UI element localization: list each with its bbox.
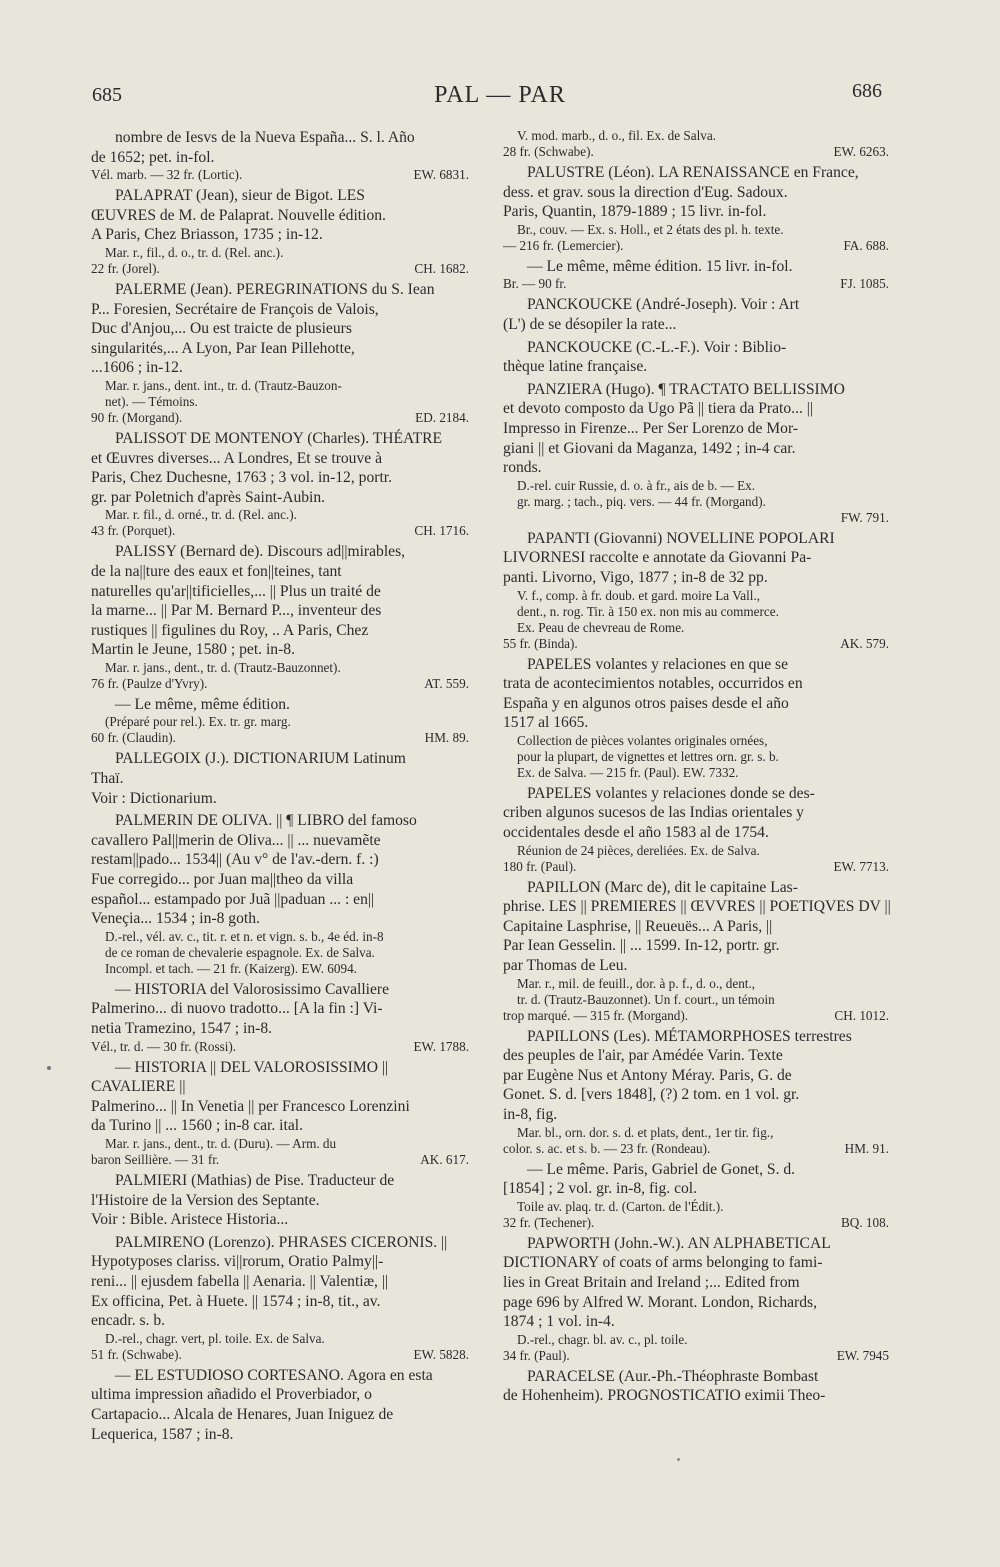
entry-text-line: Lequerica, 1587 ; in-8. bbox=[91, 1425, 234, 1443]
sale-reference: HM. 89. bbox=[424, 730, 469, 746]
entry-text-line: reni... || ejusdem fabella || Aenaria. || Valentiæ, || bbox=[91, 1272, 389, 1290]
sale-reference: HM. 91. bbox=[844, 1140, 889, 1156]
entry-text-line: — Le même. Paris, Gabriel de Gonet, S. d. bbox=[527, 1160, 796, 1178]
entry-text-line: — Le même, même édition. 15 livr. in-fol. bbox=[527, 257, 793, 275]
entry-text-line: Palmerino... di nuovo tradotto... [A la fin :] Vi- bbox=[91, 1000, 383, 1018]
entry-text-line: PALERME (Jean). PEREGRINATIONS du S. Iean bbox=[115, 280, 435, 298]
entry-price-line bbox=[503, 636, 895, 652]
entry-text-line: de Hohenheim). PROGNOSTICATIO eximii Theo- bbox=[503, 1387, 826, 1405]
catalogue-entry bbox=[91, 1366, 475, 1444]
sale-reference: FJ. 1085. bbox=[840, 276, 889, 292]
sale-price: — 216 fr. (Lemercier). bbox=[503, 237, 624, 253]
entry-price-line bbox=[503, 1215, 895, 1231]
sale-price: 90 fr. (Morgand). bbox=[91, 409, 183, 425]
entry-binding-note: Ex. Peau de chevreau de Rome. bbox=[517, 619, 685, 635]
catalogue-entry bbox=[91, 280, 475, 426]
entry-binding-note: V. mod. marb., d. o., fil. Ex. de Salva. bbox=[517, 128, 717, 143]
entry-text-line: occidentales desde el año 1583 al de 1754. bbox=[503, 824, 769, 842]
sale-reference: AK. 617. bbox=[420, 1151, 469, 1167]
entry-text-line: Voir : Dictionarium. bbox=[91, 789, 217, 807]
entry-text-line: PARACELSE (Aur.-Ph.-Théophraste Bombast bbox=[527, 1367, 819, 1385]
entry-text-line: des peuples de l'air, par Amédée Varin. Texte bbox=[503, 1047, 783, 1065]
catalogue-entry bbox=[91, 1058, 475, 1168]
catalogue-entry bbox=[503, 529, 895, 652]
right-column bbox=[503, 128, 895, 1409]
entry-text-line: Palmerino... || In Venetia || per Francesco Lorenzini bbox=[91, 1097, 410, 1115]
entry-text-line: — HISTORIA || DEL VALOROSISSIMO || CAVALIERE || bbox=[91, 1058, 389, 1096]
entry-binding-note: Br., couv. — Ex. s. Holl., et 2 états des pl. h. texte. bbox=[517, 221, 784, 237]
entry-text-line: gr. par Poletnich d'après Saint-Aubin. bbox=[91, 488, 326, 506]
catalogue-entry bbox=[91, 1171, 475, 1230]
sale-price: 51 fr. (Schwabe). bbox=[91, 1346, 182, 1362]
entry-text-line: da Turino || ... 1560 ; in-8 car. ital. bbox=[91, 1117, 303, 1135]
entry-text-line: PAPELES volantes y relaciones donde se des- bbox=[527, 784, 815, 802]
entry-text-line: de la na||ture des eaux et fon||teines, tant bbox=[91, 562, 342, 580]
entry-binding-note: Mar. r. jans., dent. int., tr. d. (Trautz-Bauzon- bbox=[105, 377, 342, 393]
entry-text-line: ultima impression añadido el Proverbiador, o bbox=[91, 1386, 372, 1404]
sale-price: Vél., tr. d. — 30 fr. (Rossi). bbox=[91, 1038, 237, 1054]
catalogue-entry bbox=[503, 878, 895, 1024]
entry-binding-note: Mar. bl., orn. dor. s. d. et plats, dent., 1er tir. fig., bbox=[517, 1124, 774, 1140]
entry-text-line: trata de acontecimientos notables, occurridos en bbox=[503, 675, 803, 693]
entry-text-line: [1854] ; 2 vol. gr. in-8, fig. col. bbox=[503, 1180, 698, 1198]
entry-text-line: Hypotyposes clariss. vi||rorum, Oratio Palmy||- bbox=[91, 1253, 384, 1271]
entry-text-line: PAPWORTH (John.-W.). AN ALPHABETICAL bbox=[527, 1234, 831, 1252]
entry-price-line bbox=[91, 1039, 475, 1055]
sale-price: trop marqué. — 315 fr. (Morgand). bbox=[503, 1007, 689, 1023]
entry-binding-note: D.-rel., chagr. bl. av. c., pl. toile. bbox=[517, 1331, 688, 1347]
entry-text-line: 1517 al 1665. bbox=[503, 714, 589, 732]
sale-reference: CH. 1012. bbox=[834, 1007, 889, 1023]
entry-text-line: PANCKOUCKE (André-Joseph). Voir : Art bbox=[527, 296, 800, 314]
entry-text-line: in-8, fig. bbox=[503, 1106, 558, 1123]
entry-binding-note: Mar. r., mil. de feuill., dor. à p. f., d. o., dent., bbox=[517, 975, 756, 991]
entry-price-line bbox=[503, 859, 895, 875]
entry-text-line: panti. Livorno, Vigo, 1877 ; in-8 de 32 pp. bbox=[503, 568, 768, 586]
running-title: PAL — PAR bbox=[434, 82, 566, 108]
entry-text-line: thèque latine française. bbox=[503, 358, 648, 376]
entry-text-line: ...1606 ; in-12. bbox=[91, 359, 183, 377]
entry-price-line bbox=[503, 276, 895, 292]
stray-dot bbox=[677, 1458, 680, 1461]
catalogue-entry bbox=[503, 1027, 895, 1157]
entry-text-line: español... estampado por Juã ||paduan ... : en|| bbox=[91, 890, 375, 908]
sale-price: 28 fr. (Schwabe). bbox=[503, 144, 594, 159]
entry-text-line: dess. et grav. sous la direction d'Eug. Sadoux. bbox=[503, 183, 788, 201]
sale-reference: CH. 1716. bbox=[414, 523, 469, 539]
entry-binding-note: Mar. r. fil., d. orné., tr. d. (Rel. anc.). bbox=[105, 507, 297, 523]
entry-text-line: naturelles qu'ar||tificielles,... || Plus un traité de bbox=[91, 582, 381, 600]
sale-price: 76 fr. (Paulze d'Yvry). bbox=[91, 675, 208, 691]
entry-text-line: PAPILLON (Marc de), dit le capitaine Las- bbox=[527, 878, 798, 896]
entry-text-line: Fue corregido... por Juan ma||theo da villa bbox=[91, 871, 354, 889]
sale-reference: EW. 6263. bbox=[833, 144, 889, 159]
entry-text-line: — Le même, même édition. bbox=[115, 695, 290, 713]
entry-text-line: — HISTORIA del Valorosissimo Cavalliere bbox=[115, 980, 390, 998]
entry-text-line: par Eugène Nus et Antony Méray. Paris, G. de bbox=[503, 1066, 792, 1084]
entry-price-line bbox=[91, 523, 475, 539]
catalogue-entry bbox=[91, 128, 475, 183]
entry-binding-note: de ce roman de chevalerie espagnole. Ex. de Salva. bbox=[105, 944, 375, 960]
entry-binding-note: Toile av. plaq. tr. d. (Carton. de l'Édit.). bbox=[517, 1198, 724, 1214]
sale-price: baron Seillière. — 31 fr. bbox=[91, 1151, 220, 1167]
entry-text-line: — EL ESTUDIOSO CORTESANO. Agora en esta bbox=[115, 1366, 433, 1384]
sale-price: 32 fr. (Techener). bbox=[503, 1214, 595, 1230]
sale-price: 34 fr. (Paul). bbox=[503, 1347, 570, 1363]
entry-text-line: par Thomas de Leu. bbox=[503, 957, 628, 975]
sale-reference: FW. 791. bbox=[840, 509, 889, 525]
entry-price-line bbox=[91, 1152, 475, 1168]
catalogue-entry bbox=[91, 429, 475, 539]
left-column bbox=[91, 128, 475, 1447]
entry-binding-note: Mar. r. jans., dent., tr. d. (Trautz-Bauzonnet). bbox=[105, 659, 341, 675]
sale-reference: EW. 1788. bbox=[413, 1038, 469, 1054]
entry-text-line: A Paris, Chez Briasson, 1735 ; in-12. bbox=[91, 226, 323, 244]
entry-text-line: PALAPRAT (Jean), sieur de Bigot. LES bbox=[115, 187, 365, 205]
entry-binding-note: D.-rel., chagr. vert, pl. toile. Ex. de Salva. bbox=[105, 1330, 325, 1346]
entry-price-line bbox=[503, 238, 895, 254]
entry-binding-note: pour la plupart, de vignettes et lettres orn. gr. s. b. bbox=[517, 748, 779, 764]
entry-text-line: ronds. bbox=[503, 459, 542, 477]
entry-text-line: PAPILLONS (Les). MÉTAMORPHOSES terrestres bbox=[527, 1027, 852, 1045]
entry-text-line: (L') de se désopiler la rate... bbox=[503, 315, 677, 333]
entry-text-line: phrise. LES || PREMIERES || ŒVVRES || POETIQVES DV || bbox=[503, 898, 891, 916]
entry-text-line: et Œuvres diverses... A Londres, Et se trouve à bbox=[91, 449, 383, 467]
entry-text-line: restam||pado... 1534|| (Au v° de l'av.-dern. f. :) bbox=[91, 851, 379, 869]
entry-binding-note: net). — Témoins. bbox=[105, 393, 198, 409]
entry-binding-note: Réunion de 24 pièces, dereliées. Ex. de Salva. bbox=[517, 842, 760, 858]
entry-text-line: Impresso in Firenze... Per Ser Lorenzo de Mor- bbox=[503, 419, 799, 437]
catalogue-entry bbox=[503, 1367, 895, 1406]
entry-binding-note: Ex. de Salva. — 215 fr. (Paul). EW. 7332. bbox=[517, 764, 739, 780]
catalogue-entry bbox=[503, 338, 895, 377]
entry-text-line: et devoto composto da Ugo Pã || tiera da Prato... || bbox=[503, 400, 814, 418]
entry-binding-note: (Préparé pour rel.). Ex. tr. gr. marg. bbox=[105, 714, 291, 730]
sale-price: 43 fr. (Porquet). bbox=[91, 523, 176, 539]
sale-reference: AK. 579. bbox=[840, 635, 889, 651]
sale-price: 55 fr. (Binda). bbox=[503, 635, 578, 651]
entry-text-line: PALMIERI (Mathias) de Pise. Traducteur de bbox=[115, 1171, 395, 1189]
page-number-left: 685 bbox=[92, 84, 122, 106]
sale-reference: EW. 7945 bbox=[836, 1347, 889, 1363]
sale-reference: BQ. 108. bbox=[841, 1214, 889, 1230]
catalogue-entry bbox=[503, 655, 895, 781]
page-header bbox=[0, 80, 1000, 118]
sale-reference: FA. 688. bbox=[843, 237, 889, 253]
sale-reference: ED. 2184. bbox=[415, 409, 469, 425]
entry-text-line: Cartapacio... Alcala de Henares, Juan Iniguez de bbox=[91, 1405, 394, 1423]
sale-reference: EW. 7713. bbox=[833, 858, 889, 874]
entry-text-line: Paris, Quantin, 1879-1889 ; 15 livr. in-fol. bbox=[503, 203, 767, 221]
sale-price: Br. — 90 fr. bbox=[503, 276, 567, 292]
catalogue-entry bbox=[503, 128, 895, 160]
catalogue-entry bbox=[91, 811, 475, 977]
entry-text-line: PANCKOUCKE (C.-L.-F.). Voir : Biblio- bbox=[527, 338, 787, 356]
entry-text-line: PALISSOT DE MONTENOY (Charles). THÉATRE bbox=[115, 429, 443, 447]
sale-price: 22 fr. (Jorel). bbox=[91, 260, 160, 276]
entry-binding-note: gr. marg. ; tach., piq. vers. — 44 fr. (Morgand). bbox=[517, 493, 766, 509]
entry-price-line bbox=[91, 730, 475, 746]
entry-text-line: LIVORNESI raccolte e annotate da Giovanni Pa- bbox=[503, 549, 812, 567]
entry-binding-note: D.-rel. cuir Russie, d. o. à fr., ais de b. — Ex. bbox=[517, 477, 756, 493]
sale-reference: EW. 6831. bbox=[413, 167, 469, 183]
entry-text-line: rustiques || figulines du Roy, .. A Paris, Chez bbox=[91, 621, 369, 639]
entry-text-line: PALUSTRE (Léon). LA RENAISSANCE en France, bbox=[527, 164, 859, 181]
entry-price-line bbox=[503, 1008, 895, 1024]
catalogue-entry bbox=[503, 1234, 895, 1364]
entry-text-line: PANZIERA (Hugo). ¶ TRACTATO BELLISSIMO bbox=[527, 380, 845, 398]
entry-price-line bbox=[91, 676, 475, 692]
entry-price-line bbox=[91, 261, 475, 277]
entry-text-line: netia Tramezino, 1547 ; in-8. bbox=[91, 1020, 273, 1037]
catalogue-entry bbox=[91, 695, 475, 747]
entry-text-line: PAPELES volantes y relaciones en que se bbox=[527, 655, 789, 673]
catalogue-entry bbox=[503, 163, 895, 254]
catalogue-entry bbox=[91, 980, 475, 1055]
entry-binding-note: D.-rel., vél. av. c., tit. r. et n. et vign. s. b., 4e éd. in-8 bbox=[105, 928, 384, 944]
entry-text-line: de 1652; pet. in-fol. bbox=[91, 148, 215, 166]
sale-price: 60 fr. (Claudin). bbox=[91, 730, 176, 746]
entry-price-line bbox=[503, 510, 895, 526]
sale-price: 180 fr. (Paul). bbox=[503, 858, 577, 874]
stray-dot bbox=[47, 1066, 51, 1070]
entry-text-line: nombre de Iesvs de la Nueva España... S. l. Año bbox=[115, 129, 415, 146]
catalogue-entry bbox=[503, 1160, 895, 1231]
entry-text-line: criben algunos sucesos de las Indias orientales y bbox=[503, 804, 804, 822]
entry-price-line bbox=[91, 1347, 475, 1363]
entry-text-line: PALLEGOIX (J.). DICTIONARIUM Latinum bbox=[115, 750, 406, 768]
entry-text-line: page 696 by Alfred W. Morant. London, Richards, bbox=[503, 1293, 817, 1311]
entry-text-line: Gonet. S. d. [vers 1848], (?) 2 tom. en 1 vol. gr. bbox=[503, 1086, 800, 1104]
entry-text-line: encadr. s. b. bbox=[91, 1312, 166, 1330]
entry-text-line: Par Iean Gesselin. || ... 1599. In-12, portr. gr. bbox=[503, 937, 780, 955]
entry-text-line: Paris, Chez Duchesne, 1763 ; 3 vol. in-12, portr. bbox=[91, 469, 393, 487]
entry-binding-note: dent., n. rog. Tir. à 150 ex. non mis au commerce. bbox=[517, 603, 779, 619]
entry-text-line: lies in Great Britain and Ireland ;... Edited from bbox=[503, 1273, 800, 1291]
entry-text-line: PAPANTI (Giovanni) NOVELLINE POPOLARI bbox=[527, 529, 835, 547]
entry-binding-note: Incompl. et tach. — 21 fr. (Kaizerg). EW. 6094. bbox=[105, 960, 357, 976]
entry-text-line: PALMIRENO (Lorenzo). PHRASES CICERONIS. || bbox=[115, 1233, 448, 1251]
entry-price-line bbox=[91, 167, 475, 183]
entry-text-line: España y en algunos otros paises desde el año bbox=[503, 694, 789, 712]
catalogue-entry bbox=[503, 380, 895, 526]
entry-text-line: l'Histoire de la Version des Septante. bbox=[91, 1191, 320, 1209]
entry-text-line: ŒUVRES de M. de Palaprat. Nouvelle édition. bbox=[91, 206, 386, 224]
entry-text-line: giani || et Giovani da Maganza, 1492 ; in-4 car. bbox=[503, 439, 796, 457]
entry-price-line bbox=[503, 144, 895, 160]
entry-binding-note: V. f., comp. à fr. doub. et gard. moire La Vall., bbox=[517, 587, 761, 603]
sale-reference: AT. 559. bbox=[424, 675, 469, 691]
entry-text-line: la marne... || Par M. Bernard P..., inventeur des bbox=[91, 602, 382, 620]
entry-text-line: Veneçia... 1534 ; in-8 goth. bbox=[91, 910, 260, 928]
entry-price-line bbox=[503, 1141, 895, 1157]
entry-text-line: Martin le Jeune, 1580 ; pet. in-8. bbox=[91, 641, 295, 659]
catalogue-entry bbox=[91, 542, 475, 692]
sale-price: color. s. ac. et s. b. — 23 fr. (Rondeau). bbox=[503, 1140, 711, 1156]
entry-text-line: Ex officina, Pet. à Huete. || 1574 ; in-8, tit., av. bbox=[91, 1292, 381, 1310]
catalogue-entry bbox=[503, 295, 895, 334]
entry-text-line: PALISSY (Bernard de). Discours ad||mirables, bbox=[115, 543, 406, 561]
entry-binding-note: Mar. r. jans., dent., tr. d. (Duru). — Arm. du bbox=[105, 1135, 337, 1151]
entry-text-line: Capitaine Lasphrise, || Reueuës... A Paris, || bbox=[503, 917, 773, 935]
catalogue-entry bbox=[503, 784, 895, 875]
entry-text-line: cavallero Pal||merin de Oliva... || ... nuevamẽte bbox=[91, 831, 381, 849]
page-number-right: 686 bbox=[852, 80, 882, 102]
entry-text-line: singularités,... A Lyon, Par Iean Pillehotte, bbox=[91, 339, 355, 357]
sale-reference: EW. 5828. bbox=[413, 1346, 469, 1362]
catalogue-entry bbox=[503, 257, 895, 293]
entry-text-line: PALMERIN DE OLIVA. || ¶ LIBRO del famoso bbox=[115, 812, 417, 830]
entry-price-line bbox=[503, 1348, 895, 1364]
entry-price-line bbox=[91, 410, 475, 426]
entry-text-line: Voir : Bible. Aristece Historia... bbox=[91, 1211, 289, 1229]
catalogue-entry bbox=[91, 749, 475, 808]
entry-binding-note: tr. d. (Trautz-Bauzonnet). Un f. court., un témoin bbox=[517, 991, 775, 1007]
entry-text-line: Duc d'Anjou,... Ou est traicte de plusieurs bbox=[91, 320, 352, 338]
entry-text-line: 1874 ; 1 vol. in-4. bbox=[503, 1313, 615, 1331]
entry-binding-note: Collection de pièces volantes originales ornées, bbox=[517, 732, 768, 748]
catalogue-entry bbox=[91, 1233, 475, 1363]
sale-price: Vél. marb. — 32 fr. (Lortic). bbox=[91, 167, 243, 183]
entry-text-line: P... Foresien, Secrétaire de François de Valois, bbox=[91, 300, 379, 318]
entry-text-line: Thaï. bbox=[91, 770, 124, 788]
entry-binding-note: Mar. r., fil., d. o., tr. d. (Rel. anc.). bbox=[105, 244, 284, 260]
catalogue-entry bbox=[91, 186, 475, 277]
entry-text-line: DICTIONARY of coats of arms belonging to fami- bbox=[503, 1254, 823, 1272]
sale-reference: CH. 1682. bbox=[414, 260, 469, 276]
